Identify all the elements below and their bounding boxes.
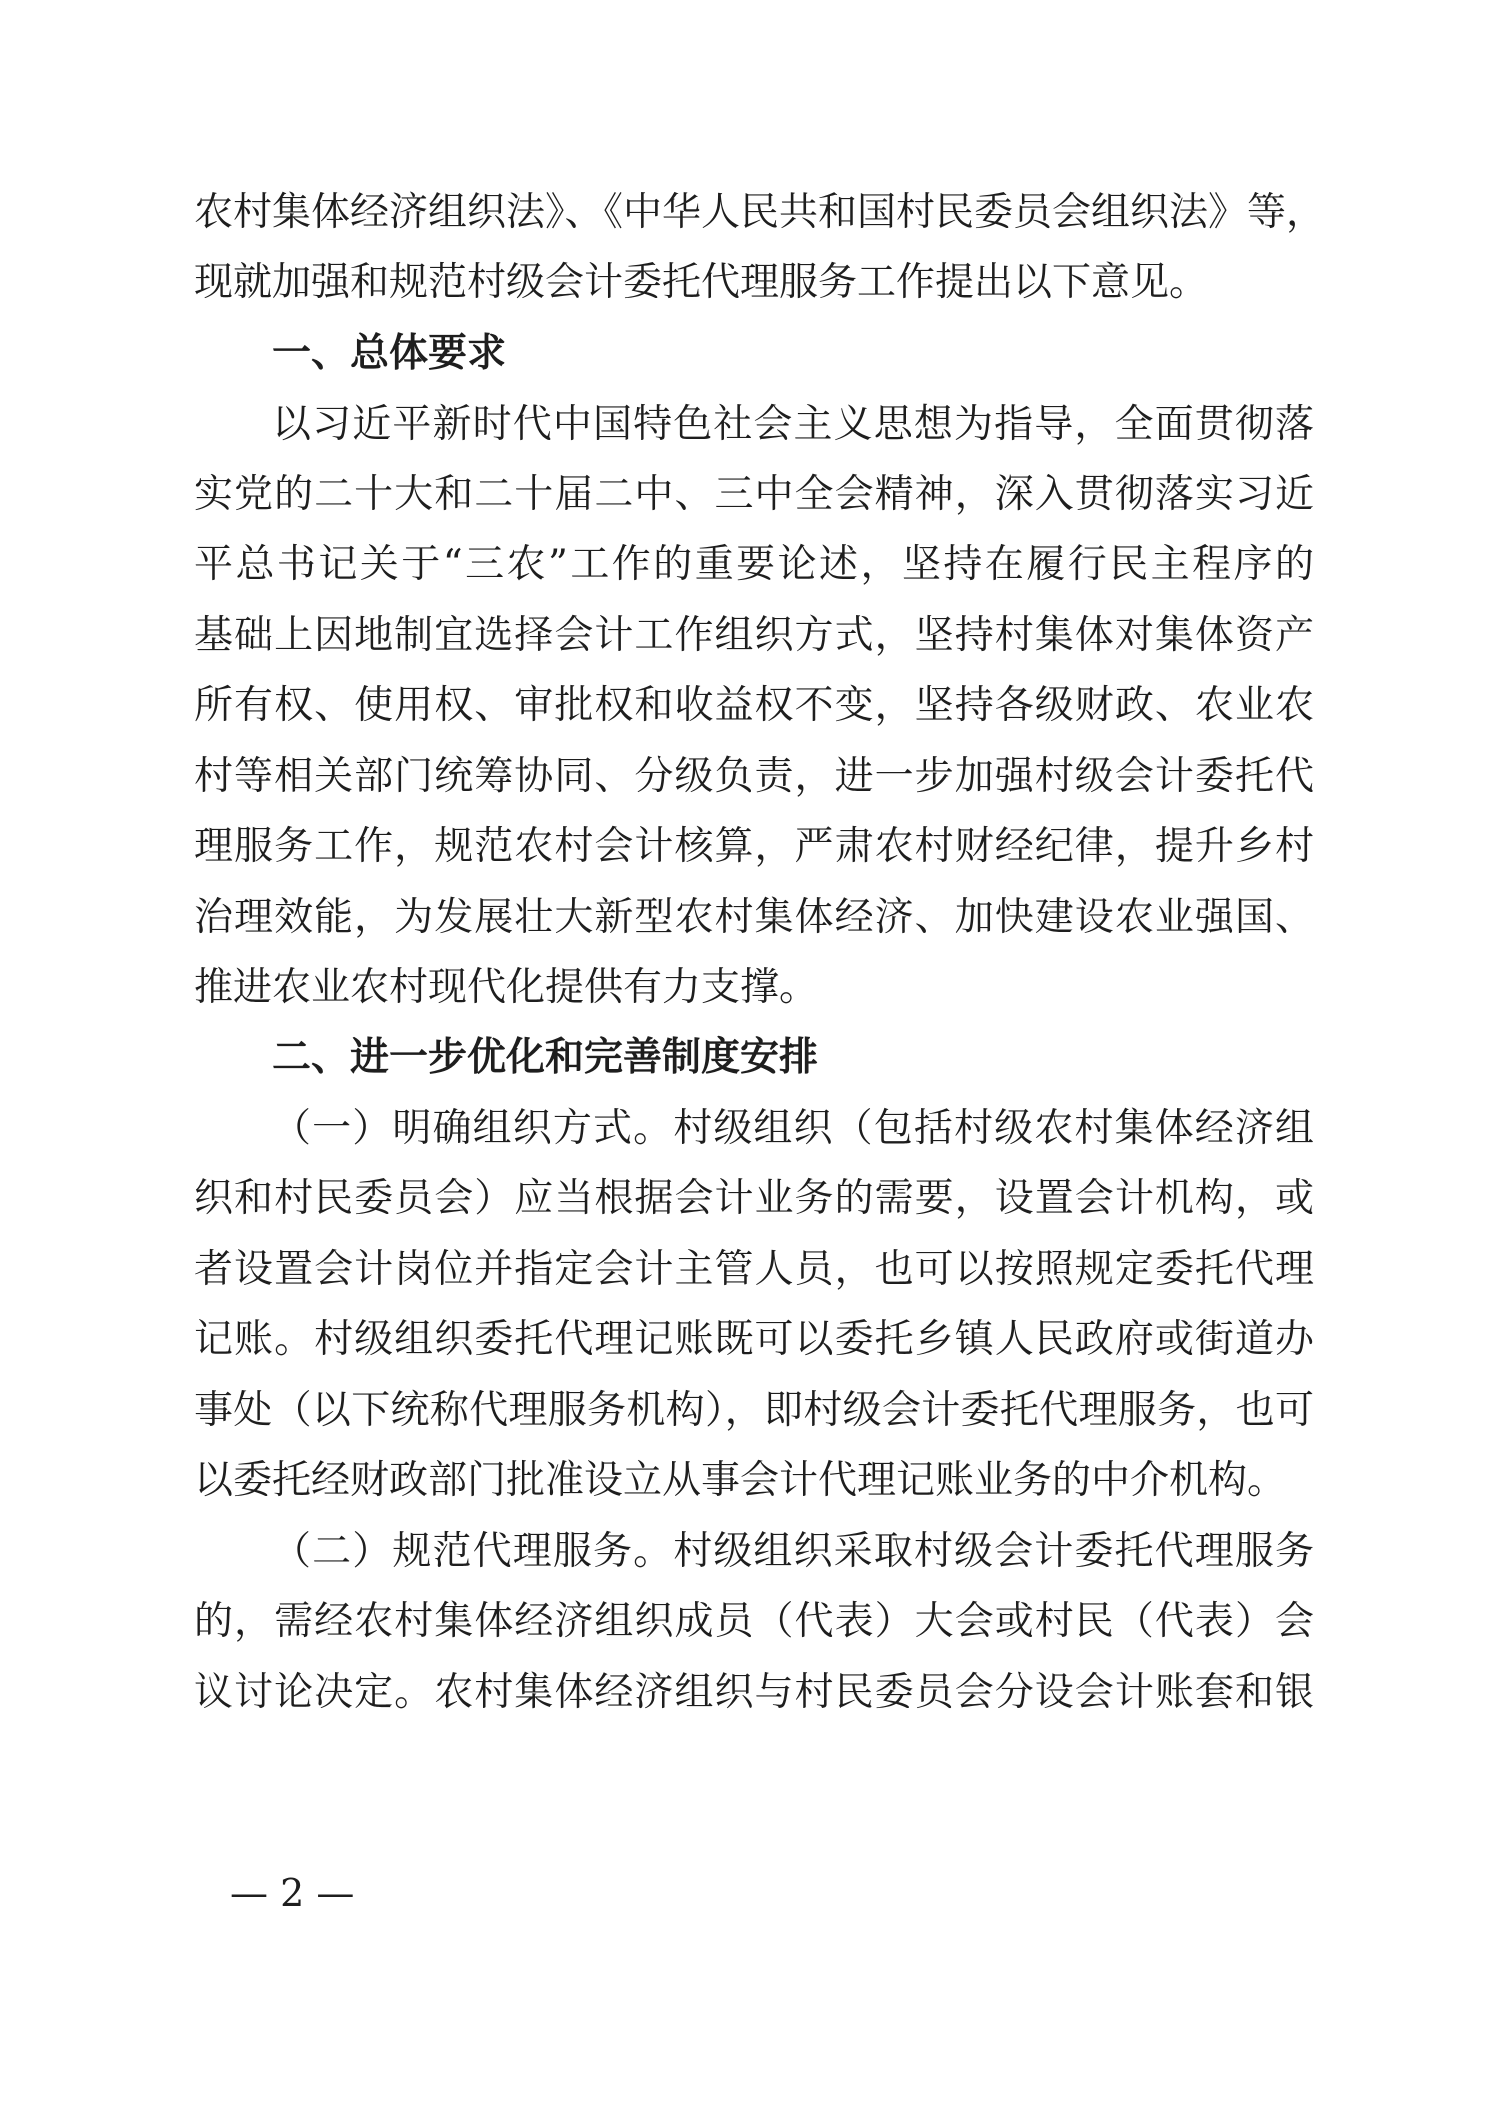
- paragraph-line: 记账。村级组织委托代理记账既可以委托乡镇人民政府或街道办: [194, 1317, 1314, 1362]
- body-text-line: 农村集体经济组织法》、《中华人民共和国村民委员会组织法》等，: [194, 190, 1326, 235]
- paragraph-line: 理服务工作，规范农村会计核算，严肃农村财经纪律，提升乡村: [194, 824, 1314, 869]
- paragraph-line: 平总书记关于“三农”工作的重要论述，坚持在履行民主程序的: [194, 542, 1314, 587]
- paragraph-line: 以委托经财政部门批准设立从事会计代理记账业务的中介机构。: [194, 1458, 1287, 1503]
- paragraph-line: 以习近平新时代中国特色社会主义思想为指导，全面贯彻落: [272, 402, 1314, 447]
- paragraph-line: 治理效能，为发展壮大新型农村集体经济、加快建设农业强国、: [194, 895, 1314, 940]
- paragraph-line: 推进农业农村现代化提供有力支撑。: [194, 965, 819, 1010]
- paragraph-line: 事处（以下统称代理服务机构），即村级会计委托代理服务，也可: [194, 1388, 1314, 1433]
- paragraph-line: 所有权、使用权、审批权和收益权不变，坚持各级财政、农业农: [194, 683, 1314, 728]
- section-heading: 一、总体要求: [272, 331, 507, 376]
- page-number: — 2 —: [230, 1871, 355, 1915]
- paragraph-line: （二）规范代理服务。村级组织采取村级会计委托代理服务: [272, 1529, 1314, 1574]
- paragraph-line: （一）明确组织方式。村级组织（包括村级农村集体经济组: [272, 1106, 1314, 1151]
- paragraph-line: 议讨论决定。农村集体经济组织与村民委员会分设会计账套和银: [194, 1670, 1314, 1715]
- paragraph-line: 者设置会计岗位并指定会计主管人员，也可以按照规定委托代理: [194, 1247, 1314, 1292]
- body-text-line: 现就加强和规范村级会计委托代理服务工作提出以下意见。: [194, 260, 1209, 305]
- paragraph-line: 基础上因地制宜选择会计工作组织方式，坚持村集体对集体资产: [194, 613, 1314, 658]
- paragraph-line: 的，需经农村集体经济组织成员（代表）大会或村民（代表）会: [194, 1599, 1314, 1644]
- paragraph-line: 实党的二十大和二十届二中、三中全会精神，深入贯彻落实习近: [194, 472, 1314, 517]
- paragraph-line: 织和村民委员会）应当根据会计业务的需要，设置会计机构，或: [194, 1176, 1314, 1221]
- paragraph-line: 村等相关部门统筹协同、分级负责，进一步加强村级会计委托代: [194, 754, 1314, 799]
- section-heading: 二、进一步优化和完善制度安排: [272, 1035, 819, 1080]
